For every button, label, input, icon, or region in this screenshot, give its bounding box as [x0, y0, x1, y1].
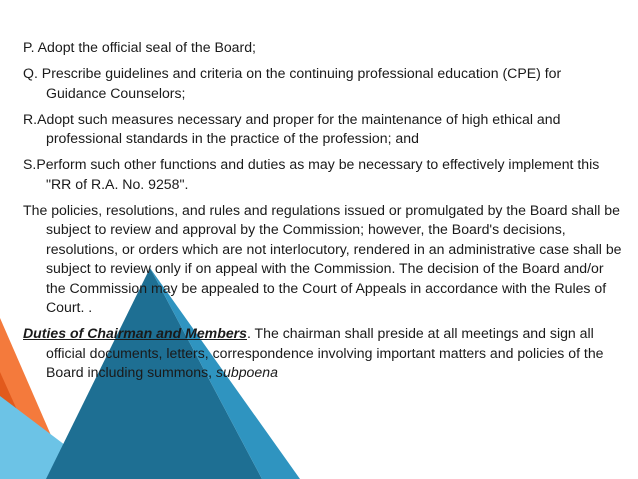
- duties-body: . The chairman shall preside at all meetings and sign all official documents, letters, correspondence involving important matters and policies of the Board including summons,: [46, 325, 604, 381]
- paragraph-q: Q. Prescribe guidelines and criteria on the continuing professional education (CPE) for Guidance Counselors;: [23, 65, 562, 101]
- paragraph-duties: [23, 324, 623, 383]
- duties-heading: Duties of Chairman and Members: [23, 325, 247, 342]
- paragraph-r: R.Adopt such measures necessary and proper for the maintenance of high ethical and professional standards in the practice of the profession; and: [23, 110, 561, 147]
- paragraph-p: P. Adopt the official seal of the Board;: [23, 39, 256, 55]
- paragraph-s: S.Perform such other functions and duties as may be necessary to effectively implement this "RR of R.A. No. 9258".: [23, 156, 600, 192]
- duties-ending: subpoena: [216, 364, 278, 381]
- paragraph-policies: The policies, resolutions, and rules and regulations issued or promulgated by the Board shall be subject to review and approval by the Commission; however, the Board's decisions, resolutions, or orders which are not interlocutory, rendered in an administrative case shall be subject to review only if on appeal with the Commission. The decision of the Board and/or the Commission may be appealed to the Court of Appeals in accordance with the Rules of Court. .: [23, 201, 622, 316]
- slide-content: [23, 38, 623, 390]
